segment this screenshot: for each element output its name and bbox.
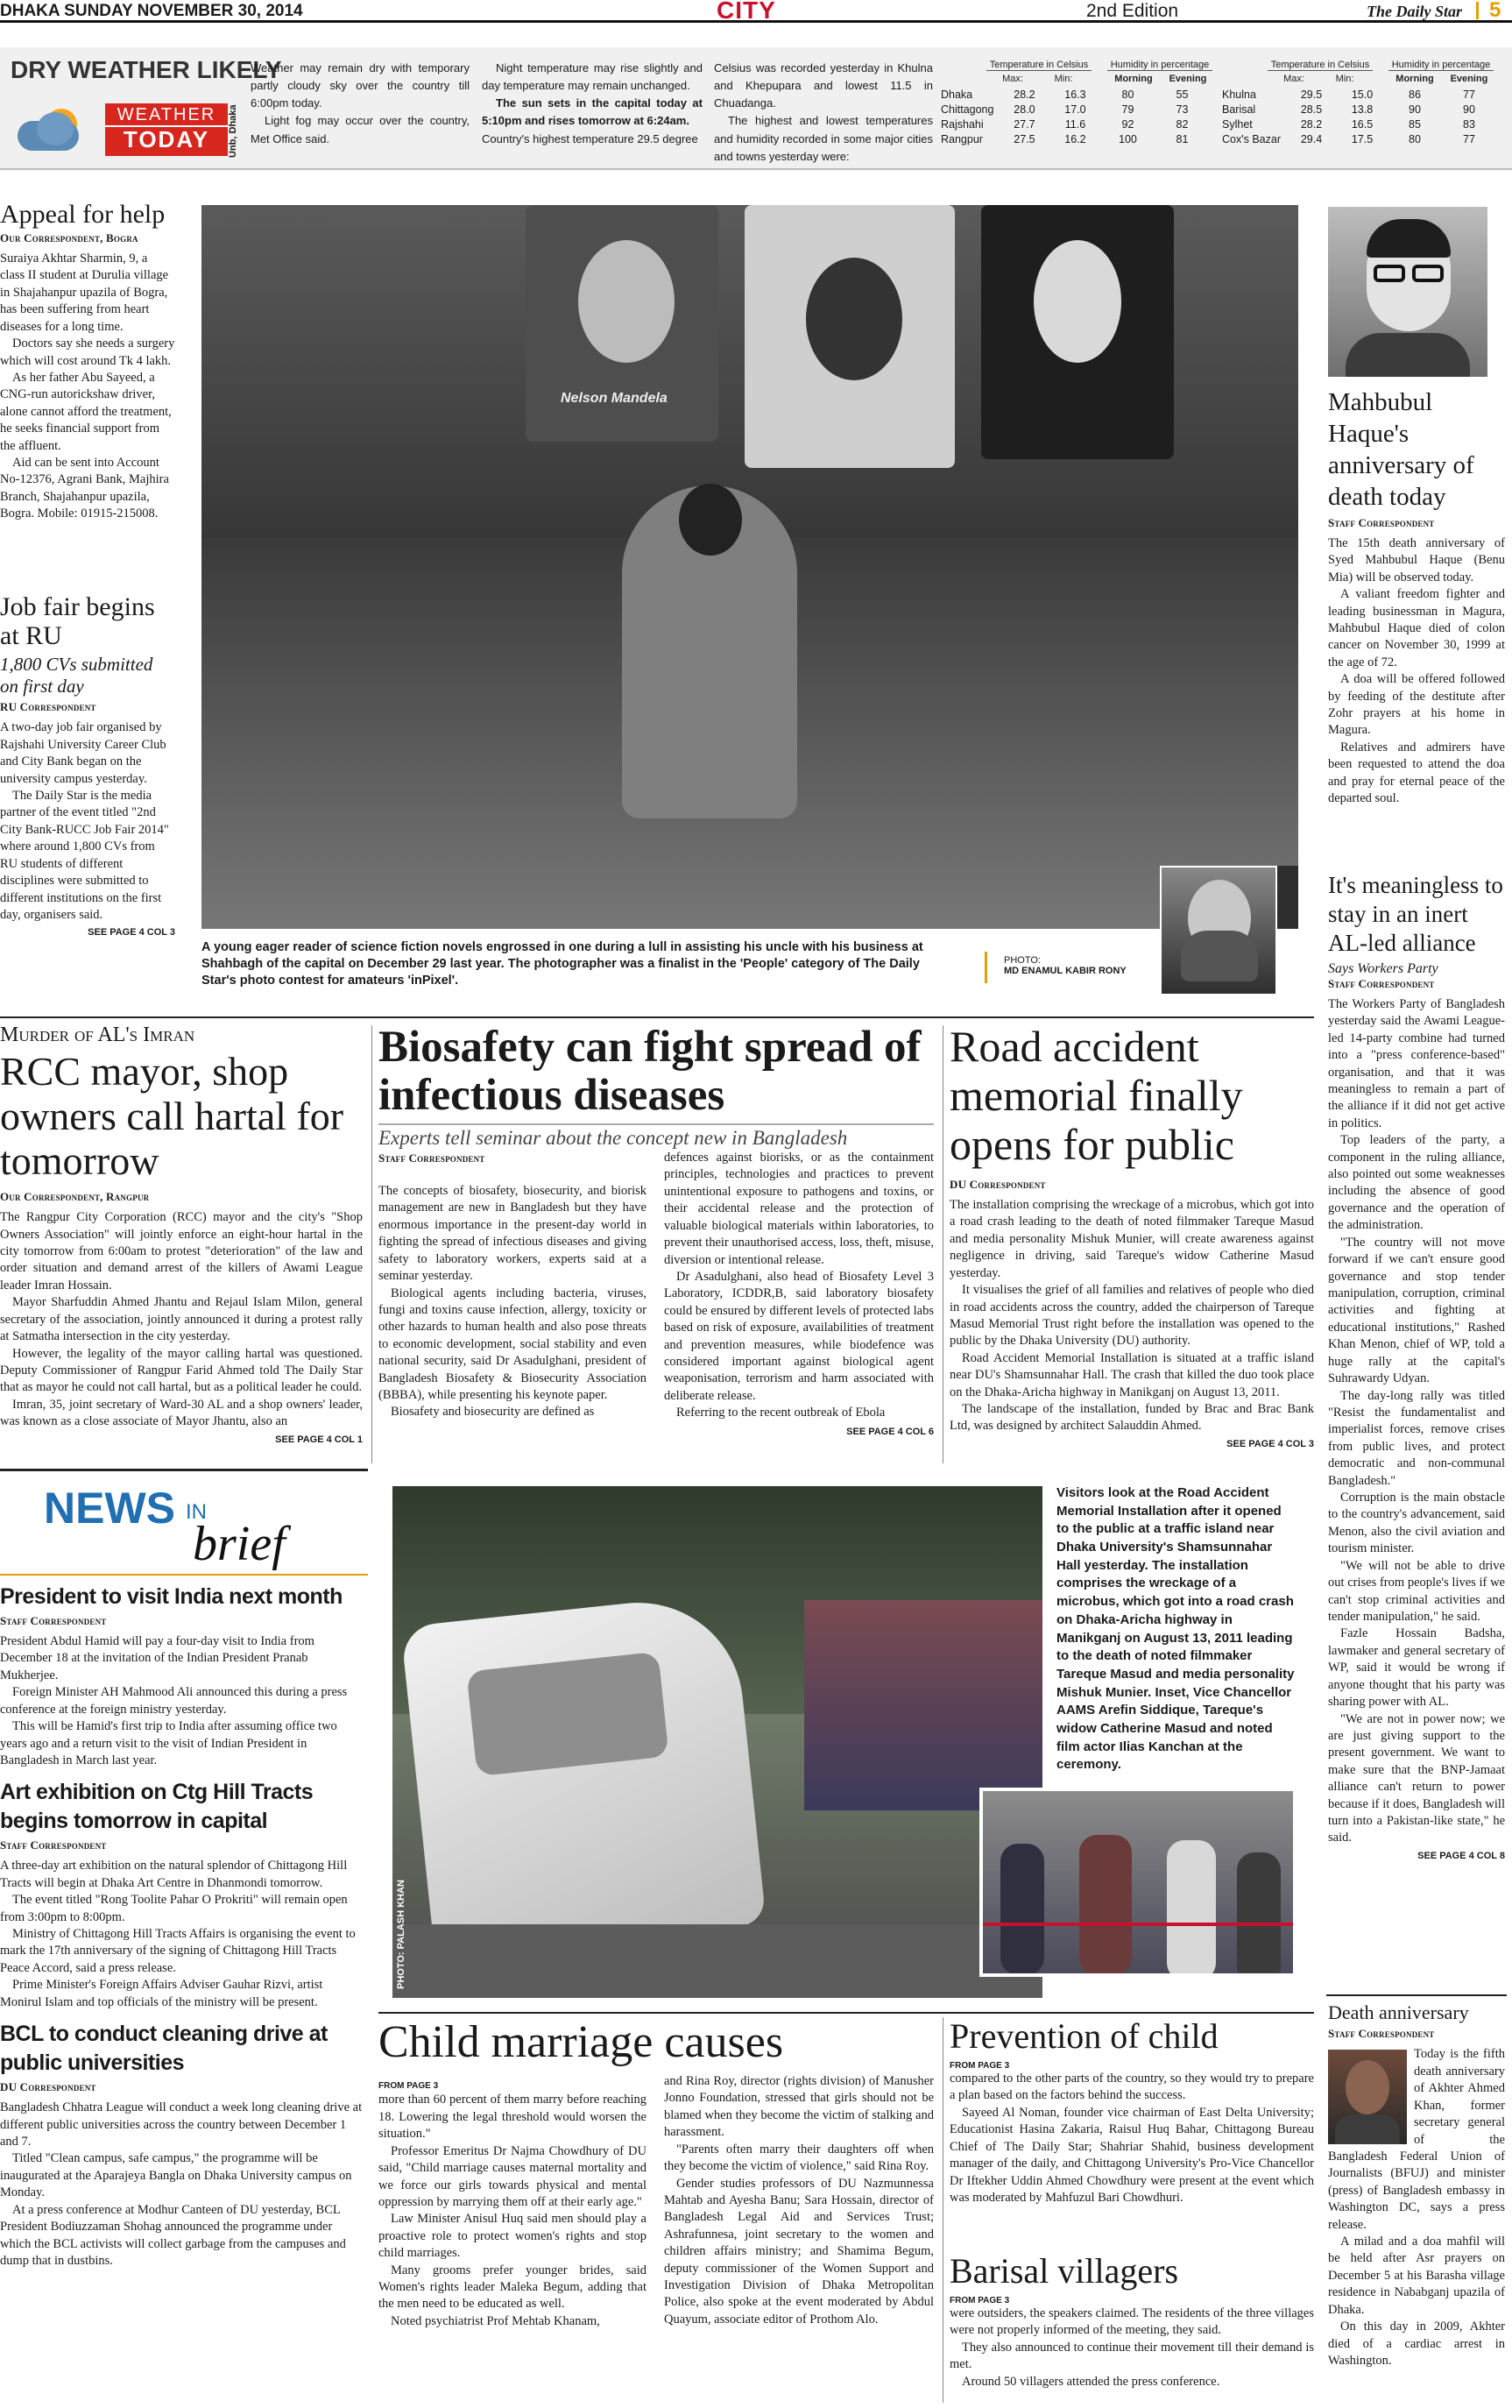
kicker: Murder of AL's Imran bbox=[0, 1023, 195, 1046]
paragraph: At a press conference at Modhur Canteen of DU yesterday, BCL President Bodiuzzaman Shohag announced the programme under which the BCL activists will collect garbage from the campuses and dump that in dustbins. bbox=[0, 2202, 346, 2268]
article-body bbox=[1328, 535, 1505, 808]
news-brief-word: brief bbox=[193, 1517, 286, 1571]
paragraph: and Rina Roy, director (rights division) of Manusher Jonno Foundation, stressed that girls should not be blamed when they become the victim of stalking and harassment. bbox=[664, 2074, 934, 2140]
weather-city-cell: Cox's Bazar bbox=[1222, 132, 1281, 145]
weather-row bbox=[941, 117, 1209, 132]
morning-header: Morning bbox=[1395, 74, 1434, 84]
paragraph: compared to the other parts of the country, so they would try to prepare a plan based on the factors behind the success. bbox=[950, 2072, 1314, 2103]
paragraph: A valiant freedom fighter and leading businessman in Magura, Mahbubul Haque died of colon cancer on November 30, 1999 at the age of 72. bbox=[1328, 587, 1505, 669]
weather-row bbox=[941, 132, 1209, 147]
news-brief-list bbox=[0, 1583, 366, 2278]
paragraph: Fazle Hossain Badsha, lawmaker and general secretary of WP, said it would be wrong if anyone thought that his party was sharing power with AL. bbox=[1328, 1626, 1505, 1710]
paragraph: were outsiders, the speakers claimed. The residents of the three villages were not properly informed of the meeting, they said. bbox=[950, 2306, 1314, 2338]
photographer-portrait bbox=[1160, 866, 1277, 995]
divider bbox=[1326, 1994, 1507, 1996]
weather-max-cell: 28.2 bbox=[1300, 117, 1323, 131]
paragraph: Noted psychiatrist Prof Mehtab Khanam, bbox=[391, 2313, 600, 2328]
akhter-portrait bbox=[1328, 2050, 1407, 2144]
barisal-article bbox=[950, 2252, 1314, 2390]
headline: It's meaningless to stay in an inert AL-led alliance bbox=[1328, 872, 1503, 956]
weather-min-cell: 13.8 bbox=[1351, 103, 1374, 116]
weather-max-cell: 28.2 bbox=[1014, 89, 1035, 101]
paragraph: Around 50 villagers attended the press conference. bbox=[962, 2374, 1220, 2389]
article-body bbox=[0, 251, 175, 523]
paragraph: Imran, 35, joint secretary of Ward-30 AL and a shop owners' leader, was known as a close associate of Mayor Jhantu, also an bbox=[0, 1397, 363, 1429]
paragraph: The event titled "Rong Toolite Pahar O Prokriti" will remain open from 3:00pm to 8:00pm. bbox=[0, 1893, 348, 1924]
paragraph: Doctors say she needs a surgery which will cost around Tk 4 lakh. bbox=[0, 336, 175, 368]
weather-max-cell: 27.5 bbox=[1014, 132, 1035, 145]
headline: Barisal villagers bbox=[950, 2251, 1179, 2291]
deck: Says Workers Party bbox=[1328, 960, 1438, 976]
paragraph: The Workers Party of Bangladesh yesterday said the Awami League-led 14-party combine had turned into a "press conference-based" organisation, and that it was meaningless to remain a part of the alliance if it did not get active in politics. bbox=[1328, 996, 1505, 1130]
weather-min-cell: 15.0 bbox=[1351, 89, 1374, 101]
continued-note: SEE PAGE 4 COL 3 bbox=[1226, 1438, 1314, 1449]
byline: Our Correspondent, Rangpur bbox=[0, 1190, 150, 1204]
weather-text: Weather may remain dry with temporary partly cloudy sky over the country till 6:00pm today. bbox=[251, 61, 470, 110]
weather-text: The highest and lowest temperatures and humidity recorded in some major cities and towns yesterday were: bbox=[714, 114, 933, 163]
death-anniversary-article bbox=[1328, 2001, 1505, 2369]
paragraph: more than 60 percent of them marry before reaching 18. Lowering the legal threshold would worsen the situation." bbox=[378, 2093, 646, 2142]
paragraph: Professor Emeritus Dr Najma Chowdhury of DU said, "Child marriage causes maternal mortality and we force our girls towards physical and mental oppression by marrying them off at their early age." bbox=[378, 2143, 646, 2209]
weather-min-cell: 17.0 bbox=[1064, 103, 1086, 116]
weather-evening-cell: 82 bbox=[1176, 117, 1189, 131]
weather-max-cell: 28.5 bbox=[1300, 103, 1323, 116]
biosafety-article bbox=[378, 1023, 934, 1437]
road-memorial-article bbox=[950, 1022, 1314, 1449]
paragraph: On this day in 2009, Akhter died of a cardiac arrest in Washington. bbox=[1328, 2319, 1505, 2368]
weather-morning-cell: 80 bbox=[1409, 132, 1421, 145]
article-body bbox=[0, 1633, 366, 1769]
article-body bbox=[0, 1858, 366, 2011]
brief-item bbox=[0, 1583, 366, 1769]
weather-morning-cell: 80 bbox=[1121, 89, 1134, 101]
weather-city-cell: Dhaka bbox=[941, 89, 973, 101]
top-photo-caption: A young eager reader of science fiction novels engrossed in one during a lull in assisting his uncle with his business at Shahbagh of the capital on December 29 last year. The photographer was a finalist in the 'People' category of The Daily Star's photo contest for amateurs 'inPixel'. bbox=[201, 940, 923, 988]
brief-item bbox=[0, 1778, 366, 2011]
paragraph: The Rangpur City Corporation (RCC) mayor and the city's "Shop Owners Association" will jointly enforce an eight-hour hartal in the city tomorrow from 6:00am to protest "deterioration" of the law and order situation and demand arrest of the killers of Awami League leader Imran Hossain. bbox=[0, 1210, 363, 1293]
appeal-article bbox=[0, 200, 175, 523]
max-header: Max: bbox=[1283, 74, 1304, 84]
photo-credit: PHOTO: PALASH KHAN bbox=[396, 1880, 406, 1989]
byline: Staff Correspondent bbox=[378, 1151, 485, 1165]
brief-headline: Art exhibition on Ctg Hill Tracts begins tomorrow in capital bbox=[0, 1780, 314, 1834]
weather-evening-cell: 77 bbox=[1463, 132, 1475, 145]
photo-credit bbox=[1004, 955, 1127, 976]
weather-morning-cell: 92 bbox=[1121, 117, 1134, 131]
weather-source: Unb, Dhaka bbox=[228, 104, 238, 158]
mahbubul-portrait bbox=[1328, 207, 1487, 377]
weather-morning-cell: 85 bbox=[1409, 117, 1421, 131]
weather-city-cell: Rajshahi bbox=[941, 117, 984, 131]
weather-max-cell: 28.0 bbox=[1014, 103, 1035, 116]
paragraph: The installation comprising the wreckage of a microbus, which got into a road crash leading to the death of noted filmmaker Tareque Masud and media personality Mishuk Munier, will create awareness against negligence in driving, said Tareque's widow Catherine Masud yesterday. bbox=[950, 1198, 1314, 1280]
weather-city-cell: Barisal bbox=[1222, 103, 1256, 116]
byline: DU Correspondent bbox=[0, 2080, 96, 2094]
weather-evening-cell: 81 bbox=[1176, 132, 1189, 145]
weather-logo-top: WEATHER bbox=[105, 103, 228, 127]
paragraph: Foreign Minister AH Mahmood Ali announced this during a press conference at the foreign ministry yesterday. bbox=[0, 1685, 348, 1717]
section-title: CITY bbox=[717, 0, 776, 24]
top-photo bbox=[201, 205, 1298, 929]
weather-morning-cell: 90 bbox=[1409, 103, 1421, 116]
paragraph: The landscape of the installation, funded by Brac and Brac Bank Ltd, was designed by architect Salauddin Ahmed. bbox=[950, 1402, 1314, 1434]
article-body bbox=[950, 2071, 1314, 2206]
weather-text: Light fog may occur over the country, Met Office said. bbox=[251, 114, 470, 145]
morning-header: Morning bbox=[1114, 74, 1153, 84]
brief-headline: President to visit India next month bbox=[0, 1584, 343, 1609]
photo-credit-name: MD ENAMUL KABIR RONY bbox=[1004, 966, 1127, 976]
headline: Biosafety can fight spread of infectious diseases bbox=[378, 1023, 922, 1121]
weather-row bbox=[941, 88, 1209, 103]
headline: Prevention of child bbox=[950, 2016, 1219, 2056]
weather-min-cell: 16.5 bbox=[1351, 117, 1374, 131]
deck: 1,800 CVs submitted on first day bbox=[0, 654, 153, 698]
memorial-inset-photo bbox=[979, 1788, 1297, 1977]
news-brief-word: NEWS bbox=[44, 1484, 175, 1533]
weather-morning-cell: 86 bbox=[1409, 89, 1421, 101]
weather-headline: DRY WEATHER LIKELY bbox=[11, 56, 282, 83]
deck: Experts tell seminar about the concept new in Bangladesh bbox=[378, 1123, 934, 1150]
microbus-wreck bbox=[400, 1592, 767, 1958]
news-brief-word: IN bbox=[186, 1500, 207, 1524]
continued-note: SEE PAGE 4 COL 1 bbox=[275, 1434, 363, 1445]
weather-row bbox=[1222, 103, 1496, 117]
divider bbox=[378, 2012, 1314, 2014]
paragraph: Many grooms prefer younger brides, said Women's rights leader Maleka Begum, adding that the men need to be educated as well. bbox=[378, 2263, 646, 2312]
cloud-sun-icon bbox=[11, 105, 98, 154]
headline: Road accident memorial finally opens for public bbox=[950, 1022, 1243, 1169]
temp-header: Temperature in Celsius bbox=[986, 60, 1092, 71]
weather-rows-1 bbox=[941, 88, 1209, 147]
paper-logo: The Daily Star bbox=[1367, 3, 1463, 20]
headline: RCC mayor, shop owners call hartal for tomorrow bbox=[0, 1049, 344, 1183]
weather-table bbox=[941, 88, 1209, 147]
paragraph: Mayor Sharfuddin Ahmed Jhantu and Rejaul Islam Milon, general secretary of the association, jointly announced it during a protest rally at Satmatha intersection in the city yesterday. bbox=[0, 1295, 363, 1344]
weather-row bbox=[1222, 132, 1496, 147]
brief-headline: BCL to conduct cleaning drive at public universities bbox=[0, 2022, 328, 2076]
jump-label: FROM PAGE 3 bbox=[378, 2081, 439, 2091]
paragraph: "The country will not move forward if we can't ensure good governance and stop tender manipulation, corruption, criminal activities and fighting at educational institutions," Rashed Khan Menon, chief of WP, told a huge rally at the capital's Suhrawardy Udyan. bbox=[1328, 1235, 1505, 1386]
brief-item bbox=[0, 2020, 366, 2270]
paragraph: Top leaders of the party, a component in the ruling alliance, also pointed out some weaknesses including the absence of good governance and the operation of the administration. bbox=[1328, 1133, 1505, 1233]
divider bbox=[371, 1025, 372, 1463]
weather-min-cell: 16.3 bbox=[1064, 89, 1086, 101]
paragraph: Bangladesh Chhatra League will conduct a week long cleaning drive at different public universities across the country between December 1 and 7. bbox=[0, 2100, 363, 2149]
weather-sun-times: The sun sets in the capital today at 5:10pm and rises tomorrow at 6:24am. bbox=[482, 96, 703, 128]
min-header: Min: bbox=[1054, 74, 1073, 84]
paragraph: Aid can be sent into Account No-12376, Agrani Bank, Majhira Branch, Shajahanpur upazila, Bogra. Mobile: 01915-215008. bbox=[0, 456, 169, 521]
divider bbox=[0, 1469, 368, 1471]
paragraph: The day-long rally was titled "Resist the fundamentalist and imperialist forces, remove crises from public lives, and protect democratic and non-communal Bangladesh." bbox=[1328, 1388, 1505, 1488]
article-body bbox=[1328, 996, 1505, 1847]
paragraph: A milad and a doa mahfil will be held after Asr prayers on December 5 at his Barasha village residence in Nababganj upazila of Dhaka. bbox=[1328, 2234, 1505, 2317]
paragraph: However, the legality of the mayor calling hartal was questioned. Deputy Commissioner of Rangpur Farid Ahmed told The Daily Star that as mayor he could not call hartal, but as a political leader he could. bbox=[0, 1346, 363, 1395]
mahbubul-article bbox=[1328, 387, 1505, 808]
byline: Staff Correspondent bbox=[0, 1838, 107, 1852]
paragraph: Biosafety and biosecurity are defined as bbox=[391, 1405, 595, 1420]
weather-city-cell: Sylhet bbox=[1222, 117, 1253, 131]
continued-note: SEE PAGE 4 COL 6 bbox=[846, 1426, 934, 1437]
jump-label: FROM PAGE 3 bbox=[950, 2296, 1010, 2305]
shirt-label: Nelson Mandela bbox=[561, 391, 668, 406]
paragraph: The 15th death anniversary of Syed Mahbubul Haque (Benu Mia) will be observed today. bbox=[1328, 535, 1505, 584]
weather-evening-cell: 55 bbox=[1176, 89, 1189, 101]
article-body bbox=[0, 1209, 363, 1430]
article-body bbox=[0, 719, 175, 924]
paragraph: Law Minister Anisul Huq said men should play a proactive role to protect women's rights and stop child marriages. bbox=[378, 2212, 646, 2261]
paragraph: The concepts of biosafety, biosecurity, and biorisk management are new in Bangladesh but they have enormous importance in the present-day world in fighting the spread of infectious diseases and giving safety to laboratory workers, experts said at a seminar yesterday. bbox=[378, 1184, 646, 1284]
evening-header: Evening bbox=[1169, 74, 1207, 84]
weather-city-cell: Khulna bbox=[1222, 89, 1256, 101]
byline: Staff Correspondent bbox=[1328, 2027, 1435, 2041]
masthead-date: DHAKA SUNDAY NOVEMBER 30, 2014 bbox=[0, 2, 303, 20]
paragraph: Relatives and admirers have been requested to attend the doa and pray for eternal peace of the departed soul. bbox=[1328, 740, 1505, 806]
article-col-2 bbox=[664, 2073, 934, 2328]
weather-evening-cell: 73 bbox=[1176, 103, 1189, 116]
weather-col-3 bbox=[714, 60, 933, 166]
page-number: 5 bbox=[1489, 0, 1501, 22]
news-brief-logo bbox=[0, 1476, 368, 1572]
memorial-photo bbox=[392, 1486, 1042, 1998]
edition-label: 2nd Edition bbox=[1086, 1, 1179, 21]
paragraph: The Daily Star is the media partner of the event titled "2nd City Bank-RUCC Job Fair 2014" where around 1,800 CVs from RU students of different disciplines were submitted to different institutions on the first day, organisers said. bbox=[0, 789, 169, 923]
weather-rows-2 bbox=[1222, 88, 1496, 147]
weather-min-cell: 17.5 bbox=[1351, 132, 1374, 145]
max-header: Max: bbox=[1002, 74, 1023, 84]
weather-row bbox=[1222, 117, 1496, 132]
paragraph: It visualises the grief of all families and relatives of people who died in road accidents across the country, added the chairperson of Tareque Masud Memorial Trust right before the installation was opened to the public by the Dhaka University (DU) authority. bbox=[950, 1283, 1314, 1349]
article-col-1 bbox=[378, 2080, 646, 2330]
headline: Appeal for help bbox=[0, 200, 166, 229]
weather-col-1 bbox=[251, 60, 470, 148]
weather-evening-cell: 77 bbox=[1463, 89, 1475, 101]
prevention-article bbox=[950, 2017, 1314, 2206]
paragraph: Prime Minister's Foreign Affairs Adviser Gauhar Rizvi, artist Monirul Islam and top officials of the ministry will be present. bbox=[0, 1978, 323, 2009]
headline: Child marriage causes bbox=[378, 2017, 784, 2067]
weather-text: Night temperature may rise slightly and day temperature may remain unchanged. bbox=[482, 61, 703, 93]
paragraph: President Abdul Hamid will pay a four-day visit to India from December 18 at the invitation of the Indian President Pranab Mukherjee. bbox=[0, 1634, 314, 1682]
paragraph: They also announced to continue their movement till their demand is met. bbox=[950, 2340, 1314, 2372]
temp-header: Temperature in Celsius bbox=[1268, 60, 1373, 71]
paragraph: Corruption is the main obstacle to the country's advancement, said Menon, also the civil aviation and tourism minister. bbox=[1328, 1491, 1505, 1556]
continued-note: SEE PAGE 4 COL 3 bbox=[88, 927, 175, 938]
weather-city-cell: Chittagong bbox=[941, 103, 994, 116]
weather-logo-box bbox=[105, 103, 228, 156]
jump-label: FROM PAGE 3 bbox=[950, 2061, 1010, 2071]
byline: RU Correspondent bbox=[0, 700, 96, 714]
paragraph: A three-day art exhibition on the natural splendor of Chittagong Hill Tracts will begin at Dhaka Art Centre in Dhanmondi tomorrow. bbox=[0, 1859, 348, 1890]
child-marriage-article bbox=[378, 2017, 934, 2328]
paragraph: Ministry of Chittagong Hill Tracts Affairs is organising the event to mark the 17th anniversary of the signing of Chittagong Hill Tracts Peace Accord, said a press release. bbox=[0, 1927, 356, 1975]
paragraph: Road Accident Memorial Installation is situated at a traffic island near DU's Shamsunnahar Hall. The crash that killed the duo took place on the Dhaka-Aricha highway in Manikganj on August 13, 2011. bbox=[950, 1350, 1314, 1399]
weather-max-cell: 29.5 bbox=[1300, 89, 1323, 101]
weather-min-cell: 16.2 bbox=[1064, 132, 1086, 145]
weather-evening-cell: 90 bbox=[1463, 103, 1475, 116]
paragraph: As her father Abu Sayeed, a CNG-run autorickshaw driver, alone cannot afford the treatment, he seeks financial support from the affluent. bbox=[0, 370, 172, 453]
masthead bbox=[0, 0, 1512, 23]
weather-morning-cell: 79 bbox=[1121, 103, 1134, 116]
weather-table bbox=[1222, 88, 1496, 147]
memorial-caption: Visitors look at the Road Accident Memorial Installation after it opened to the public at a traffic island near Dhaka University's Shamsunnahar Hall yesterday. The installation comprises the wreckage of a microbus, which got into a road crash on Dhaka-Aricha highway in Manikganj on August 13, 2011 leading to the death of noted filmmaker Tareque Masud and media personality Mishuk Munier. Inset, Vice Chancellor AAMS Arefin Siddique, Tareque's widow Catherine Masud and noted film actor Ilias Kanchan at the ceremony. bbox=[1056, 1485, 1295, 1773]
weather-city-cell: Rangpur bbox=[941, 132, 983, 145]
weather-logo bbox=[11, 100, 238, 161]
humidity-header: Humidity in percentage bbox=[1388, 60, 1494, 71]
weather-row bbox=[1222, 88, 1496, 103]
paragraph: This will be Hamid's first trip to India after assuming office two years ago and a return visit to the visit of Indian President in Bangladesh in March last year. bbox=[0, 1719, 337, 1767]
jobfair-article bbox=[0, 592, 175, 938]
weather-evening-cell: 83 bbox=[1463, 117, 1475, 131]
paragraph: Biological agents including bacteria, viruses, fungi and toxins cause infection, allergy, toxicity or other hazards to human health and also pose threats to economic development, social stability and even national security, said Dr Asadulghani, president of Bangladesh Biosafety & Biosecurity Association (BBBA), while presenting his keynote paper. bbox=[378, 1285, 646, 1403]
paragraph: Referring to the recent outbreak of Ebola bbox=[676, 1406, 886, 1420]
article-body bbox=[950, 1197, 1314, 1435]
weather-text: Country's highest temperature 29.5 degree bbox=[482, 131, 698, 145]
continued-note: SEE PAGE 4 COL 8 bbox=[1417, 1850, 1505, 1861]
article-body bbox=[950, 2305, 1314, 2390]
weather-min-cell: 11.6 bbox=[1064, 117, 1086, 131]
news-brief-rule bbox=[0, 1574, 368, 1576]
byline: Staff Correspondent bbox=[1328, 976, 1435, 990]
paragraph: "Parents often marry their daughters off when they become the victim of violence," said Rina Roy. bbox=[664, 2142, 934, 2174]
crowd bbox=[804, 1600, 1042, 1810]
rcc-article bbox=[0, 1023, 363, 1445]
paragraph: Dr Asadulghani, also head of Biosafety Level 3 Laboratory, ICDDR,B, said laboratory biosafety could be ensured by different levels of protected labs based on risk of exposure, availabilities of treatment and prevention measures, while biodefence was considered important against biological agent weaponisation, terrorism and harm associated with deliberate release. bbox=[664, 1269, 934, 1403]
paragraph: Suraiya Akhtar Sharmin, 9, a class II student at Durulia village in Shajahanpur upazila of Bogra, has been suffering from heart diseases for a long time. bbox=[0, 251, 169, 334]
weather-col-2 bbox=[482, 60, 703, 148]
weather-row bbox=[941, 103, 1209, 117]
weather-logo-bottom: TODAY bbox=[123, 126, 210, 152]
paragraph: A doa will be offered followed by feeding of the destitute after Zohr prayers at his home in Magura. bbox=[1328, 672, 1505, 738]
paragraph: A two-day job fair organised by Rajshahi University Career Club and City Bank began on the university campus yesterday. bbox=[0, 720, 166, 786]
credit-bar bbox=[985, 952, 987, 983]
weather-text: Celsius was recorded yesterday in Khulna and Khepupara and lowest 11.5 in Chuadanga. bbox=[714, 61, 933, 110]
paragraph: "We are not in power now; we are just giving support to the present government. We want to make sure that the BNP-Jamaat alliance can't return to power because if it does, Bangladesh will turn into a Pakistan-like state," he said. bbox=[1328, 1711, 1505, 1845]
byline: Staff Correspondent bbox=[0, 1614, 107, 1627]
paragraph: defences against biorisks, or as the containment principles, technologies and practices to prevent unintentional exposure to pathogens and toxins, or their accidental release and the protection of valuable biological materials within laboratories, to prevent their unauthorised access, loss, theft, misuse, diversion or intentional release. bbox=[664, 1151, 934, 1267]
headline: Job fair begins at RU bbox=[0, 592, 155, 650]
weather-max-cell: 27.7 bbox=[1014, 117, 1035, 131]
weather-max-cell: 29.4 bbox=[1300, 132, 1323, 145]
article-body bbox=[0, 2100, 366, 2270]
weather-morning-cell: 100 bbox=[1119, 132, 1137, 145]
paragraph: Gender studies professors of DU Nazmunnessa Mahtab and Ayesha Banu; Sara Hossain, director of Bangladesh Legal Aid and Services Trust; Ashrafunnesa, joint secretary to the women and children affairs ministry; and Shamima Begum, deputy commissioner of the Women Support and Investigation Division of Dhaka Metropolitan Police, also spoke at the event moderated by Abdul Quayum, associate editor of Prothom Alo. bbox=[664, 2176, 934, 2327]
divider bbox=[0, 1016, 1314, 1018]
article-col-2 bbox=[664, 1150, 934, 1438]
article-col-1 bbox=[378, 1183, 646, 1421]
byline: Our Correspondent, Bogra bbox=[0, 231, 138, 244]
byline: DU Correspondent bbox=[950, 1178, 1046, 1191]
paragraph: Titled "Clean campus, safe campus," the programme will be inaugurated at the Aparajeya Bangla on Dhaka University campus on Monday. bbox=[0, 2151, 352, 2200]
headline: Mahbubul Haque's anniversary of death today bbox=[1328, 388, 1474, 511]
paragraph: Sayeed Al Noman, founder vice chairman of East Delta University; Educationist Hasina Zakaria, Raisul Huq Bahar, Chittagong Bureau Chief of The Daily Star; Shahriar Shahid, business development manager of the daily, and Chittagong University's Pro-Vice Chancellor Dr Iftekher Uddin Ahmed Chowdhury were present at the event which was moderated by Mahfuzul Bari Chowdhuri. bbox=[950, 2105, 1314, 2205]
min-header: Min: bbox=[1335, 74, 1354, 84]
byline: Staff Correspondent bbox=[1328, 515, 1435, 529]
paragraph: "We will not be able to drive out crises from people's lives if we can't stop criminal activities and tender manipulation," he said. bbox=[1328, 1558, 1505, 1624]
paragraph: Today is the fifth death anniversary of Akhter Ahmed Khan, former secretary general of the Bangladesh Federal Union of Journalists (BFUJ) and minister (press) of Bangladesh embassy in Washington DC, says a press release. bbox=[1328, 2047, 1505, 2232]
evening-header: Evening bbox=[1450, 74, 1488, 84]
photo-credit-label: PHOTO: bbox=[1004, 955, 1041, 966]
headline: Death anniversary bbox=[1328, 2001, 1469, 2023]
inert-alliance-article bbox=[1328, 871, 1505, 1861]
masthead-divider bbox=[1476, 2, 1479, 19]
weather-strip bbox=[0, 47, 1512, 170]
humidity-header: Humidity in percentage bbox=[1107, 60, 1212, 71]
